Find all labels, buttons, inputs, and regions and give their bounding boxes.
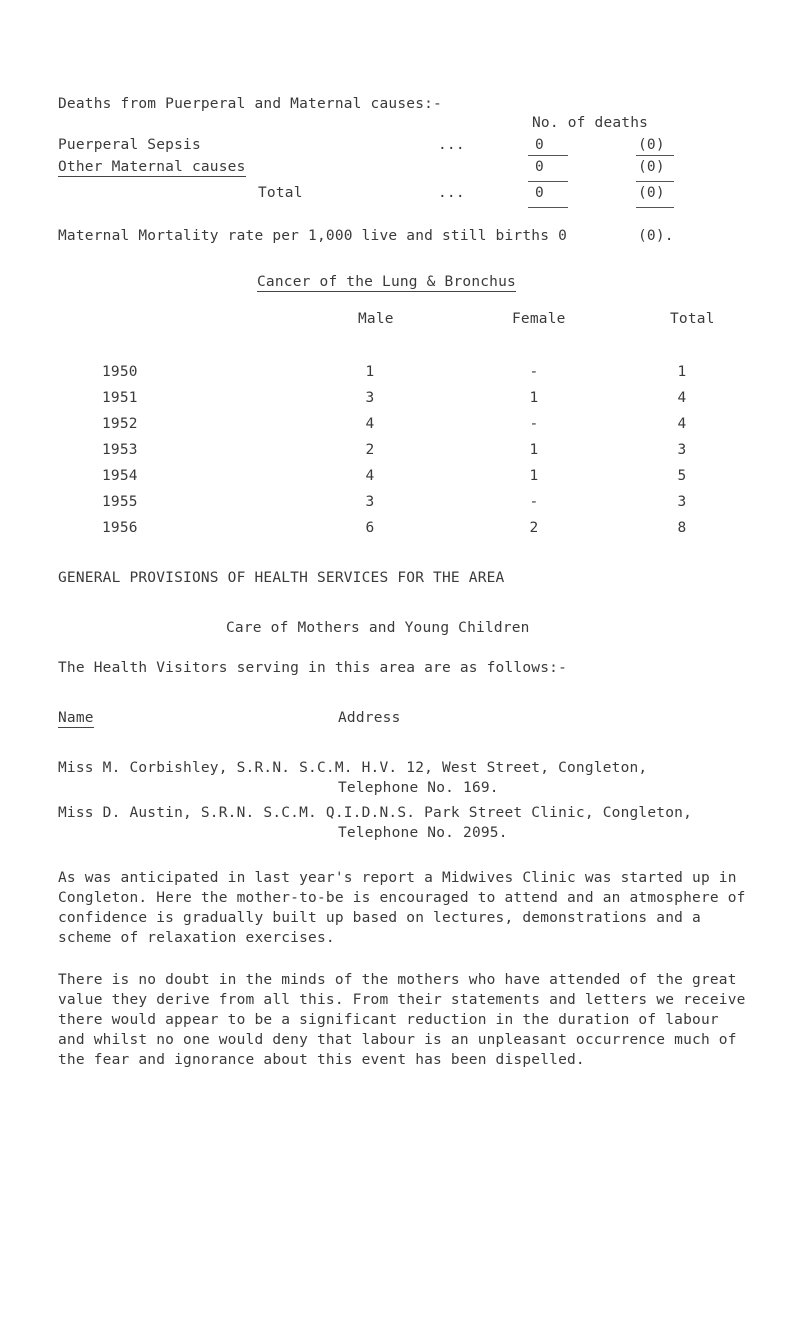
row-dots: ... (438, 137, 465, 153)
female-cell: 2 (529, 520, 539, 536)
maternal-mortality-paren: (0). (638, 228, 674, 244)
total-cell: 1 (677, 364, 687, 380)
maternal-heading: Deaths from Puerperal and Maternal causes:- (58, 96, 442, 112)
row-label: Total (258, 185, 303, 201)
cancer-table-title: Cancer of the Lung & Bronchus (257, 274, 516, 290)
health-visitors-intro: The Health Visitors serving in this area are as follows:- (58, 660, 567, 676)
total-cell: 5 (677, 468, 687, 484)
visitor-name-address: Miss M. Corbishley, S.R.N. S.C.M. H.V. 12, West Street, Congleton, (58, 760, 648, 776)
general-subheading: Care of Mothers and Young Children (226, 620, 530, 636)
year-cell: 1952 (102, 416, 138, 432)
header-female: Female (512, 311, 566, 327)
row-value: 0 (535, 137, 544, 153)
row-dots: ... (438, 185, 465, 201)
row-value: 0 (535, 185, 544, 201)
male-cell: 6 (365, 520, 375, 536)
total-cell: 4 (677, 416, 687, 432)
female-cell: 1 (529, 442, 539, 458)
male-cell: 4 (365, 416, 375, 432)
female-cell: - (529, 494, 539, 510)
row-value: 0 (535, 159, 544, 175)
row-label: Puerperal Sepsis (58, 137, 201, 153)
male-cell: 3 (365, 494, 375, 510)
total-cell: 4 (677, 390, 687, 406)
female-cell: - (529, 416, 539, 432)
male-cell: 1 (365, 364, 375, 380)
address-column-header: Address (338, 710, 401, 726)
male-cell: 3 (365, 390, 375, 406)
row-paren-value: (0) (638, 185, 665, 201)
male-cell: 4 (365, 468, 375, 484)
year-cell: 1951 (102, 390, 138, 406)
name-column-header: Name (58, 710, 94, 726)
year-cell: 1955 (102, 494, 138, 510)
row-paren-value: (0) (638, 159, 665, 175)
year-cell: 1950 (102, 364, 138, 380)
year-cell: 1956 (102, 520, 138, 536)
general-heading: GENERAL PROVISIONS OF HEALTH SERVICES FOR THE AREA (58, 570, 505, 586)
year-cell: 1953 (102, 442, 138, 458)
year-cell: 1954 (102, 468, 138, 484)
total-cell: 3 (677, 442, 687, 458)
male-cell: 2 (365, 442, 375, 458)
visitor-telephone: Telephone No. 2095. (338, 825, 508, 841)
total-cell: 8 (677, 520, 687, 536)
female-cell: 1 (529, 390, 539, 406)
mothers-value-paragraph: There is no doubt in the minds of the mothers who have attended of the great value they derive from all this. From their statements and letters we receive there would appear to be a significant reduction in the duration of labour and whilst no one would deny that labour is an unpleasant occurrence much of the fear and ignorance about this event has been dispelled. (58, 972, 746, 1068)
total-cell: 3 (677, 494, 687, 510)
maternal-mortality-rate: Maternal Mortality rate per 1,000 live and still births 0 (58, 228, 567, 244)
row-paren-value: (0) (638, 137, 665, 153)
visitor-telephone: Telephone No. 169. (338, 780, 499, 796)
midwives-clinic-paragraph: As was anticipated in last year's report a Midwives Clinic was started up in Congleton. Here the mother-to-be is encouraged to attend and an atmosphere of confidence is gradually built up based on lectures, demonstrations and a scheme of relaxation exercises. (58, 870, 746, 946)
female-cell: 1 (529, 468, 539, 484)
row-label: Other Maternal causes (58, 159, 246, 175)
visitor-name-address: Miss D. Austin, S.R.N. S.C.M. Q.I.D.N.S. Park Street Clinic, Congleton, (58, 805, 693, 821)
female-cell: - (529, 364, 539, 380)
deaths-column-header: No. of deaths (532, 115, 649, 131)
header-total: Total (670, 311, 715, 327)
header-male: Male (358, 311, 394, 327)
